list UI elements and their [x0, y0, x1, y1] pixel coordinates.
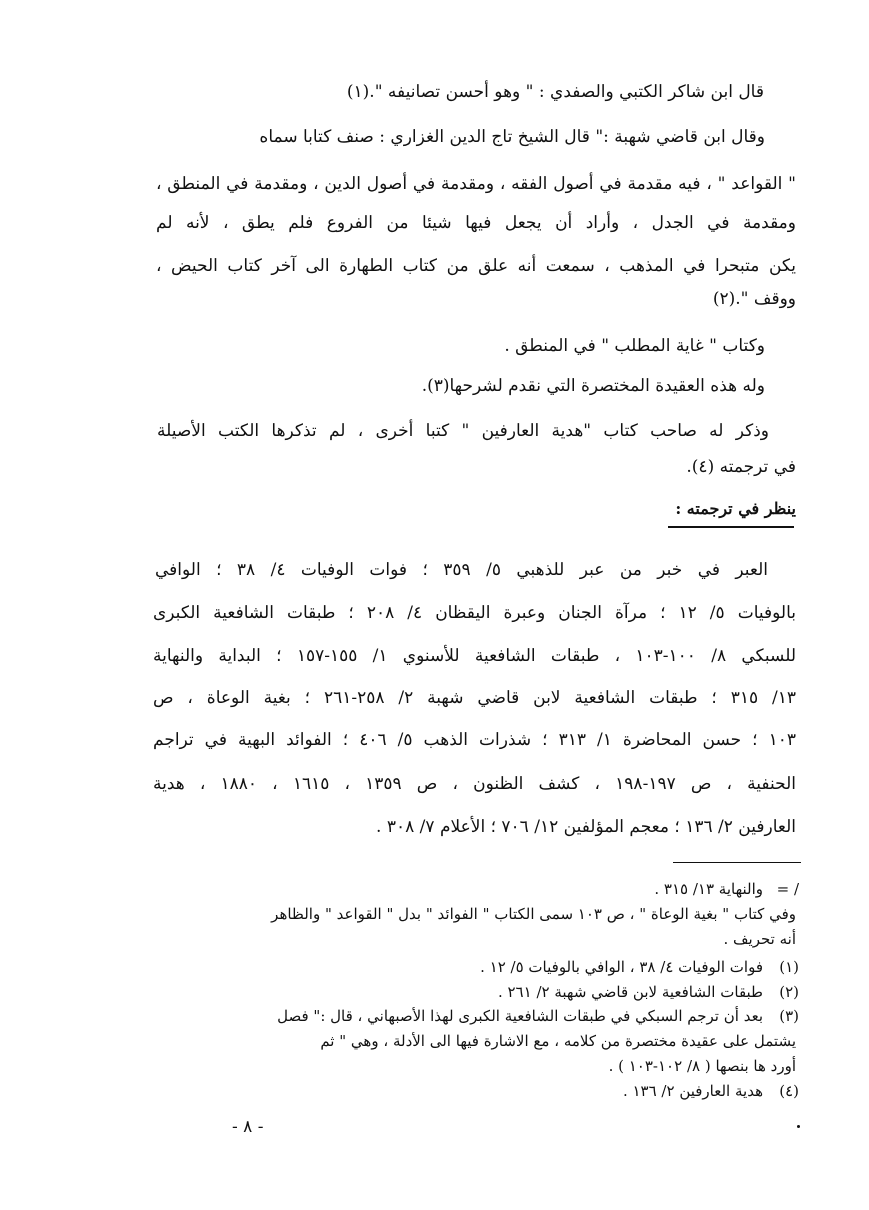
paragraph-line: ومقدمة في الجدل ، وأراد أن يجعل فيها شيئا من الفروع فلم يطق ، لأنه لم [156, 213, 796, 233]
footnote-number: (٢) [779, 983, 799, 1001]
footnote-number: (١) [779, 958, 799, 976]
paragraph-line: وذكر له صاحب كتاب "هدية العارفين " كتبا أخرى ، لم تذكرها الكتب الأصيلة [157, 421, 769, 441]
paragraph-line: وكتاب " غاية المطلب " في المنطق . [504, 336, 765, 356]
paragraph-line: في ترجمته (٤). [686, 457, 796, 477]
footnote-line: بعد أن ترجم السبكي في طبقات الشافعية الكبرى لهذا الأصبهاني ، قال :" فصل [277, 1007, 763, 1025]
source-line: بالوفيات ٥/ ١٢ ؛ مرآة الجنان وعبرة اليقظان ٤/ ٢٠٨ ؛ طبقات الشافعية الكبرى [153, 603, 797, 623]
source-line: ١٣/ ٣١٥ ؛ طبقات الشافعية لابن قاضي شهبة ٢/ ٢٥٨-٢٦١ ؛ بغية الوعاة ، ص [153, 688, 796, 708]
paragraph-line: قال ابن شاكر الكتبي والصفدي : " وهو أحسن تصانيفه ".(١) [346, 82, 764, 102]
source-line: الحنفية ، ص ١٩٧-١٩٨ ، كشف الظنون ، ص ١٣٥٩ ، ١٦١٥ ، ١٨٨٠ ، هدية [153, 774, 797, 794]
scan-speck [797, 1125, 800, 1128]
footnote-line: أورد ها بنصها ( ٨/ ١٠٢-١٠٣ ) . [608, 1057, 796, 1075]
sources-heading: ينظر في ترجمته : [675, 499, 796, 518]
paragraph-line: يكن متبحرا في المذهب ، سمعت أنه علق من كتاب الطهارة الى آخر كتاب الحيض ، [156, 256, 796, 276]
heading-underline [668, 526, 794, 528]
paragraph-line: ووقف ".(٢) [712, 289, 796, 309]
paragraph-line: " القواعد " ، فيه مقدمة في أصول الفقه ، ومقدمة في أصول الدين ، ومقدمة في المنطق ، [156, 174, 796, 194]
paragraph-line: وله هذه العقيدة المختصرة التي نقدم لشرحها(٣). [421, 376, 765, 396]
footnote-line: وفي كتاب " بغية الوعاة " ، ص ١٠٣ سمى الكتاب " الفوائد " بدل " القواعد " والظاهر [271, 905, 796, 923]
source-line: العبر في خبر من عبر للذهبي ٥/ ٣٥٩ ؛ فوات الوفيات ٤/ ٣٨ ؛ الوافي [155, 560, 769, 580]
footnote-number: (٣) [779, 1007, 799, 1025]
page-number: - ٨ - [232, 1117, 264, 1137]
footnote-line: طبقات الشافعية لابن قاضي شهبة ٢/ ٢٦١ . [497, 983, 763, 1001]
footnote-separator [673, 862, 801, 863]
footnote-line: أنه تحريف . [723, 930, 796, 948]
footnote-line: والنهاية ١٣/ ٣١٥ . [654, 880, 763, 898]
footnote-number: (٤) [779, 1082, 799, 1100]
source-line: العارفين ٢/ ١٣٦ ؛ معجم المؤلفين ١٢/ ٧٠٦ ؛ الأعلام ٧/ ٣٠٨ . [376, 817, 796, 837]
source-line: للسبكي ٨/ ١٠٠-١٠٣ ، طبقات الشافعية للأسنوي ١/ ١٥٥-١٥٧ ؛ البداية والنهاية [153, 646, 796, 666]
footnote-line: فوات الوفيات ٤/ ٣٨ ، الوافي بالوفيات ٥/ ١٢ . [480, 958, 763, 976]
footnote-marker: / = [776, 880, 799, 898]
footnote-line: هدية العارفين ٢/ ١٣٦ . [622, 1082, 763, 1100]
paragraph-line: وقال ابن قاضي شهبة :" قال الشيخ تاج الدين الغزاري : صنف كتابا سماه [259, 127, 765, 147]
source-line: ١٠٣ ؛ حسن المحاضرة ١/ ٣١٣ ؛ شذرات الذهب ٥/ ٤٠٦ ؛ الفوائد البهية في تراجم [153, 730, 796, 750]
footnote-line: يشتمل على عقيدة مختصرة من كلامه ، مع الاشارة فيها الى الأدلة ، وهي " ثم [320, 1032, 796, 1050]
